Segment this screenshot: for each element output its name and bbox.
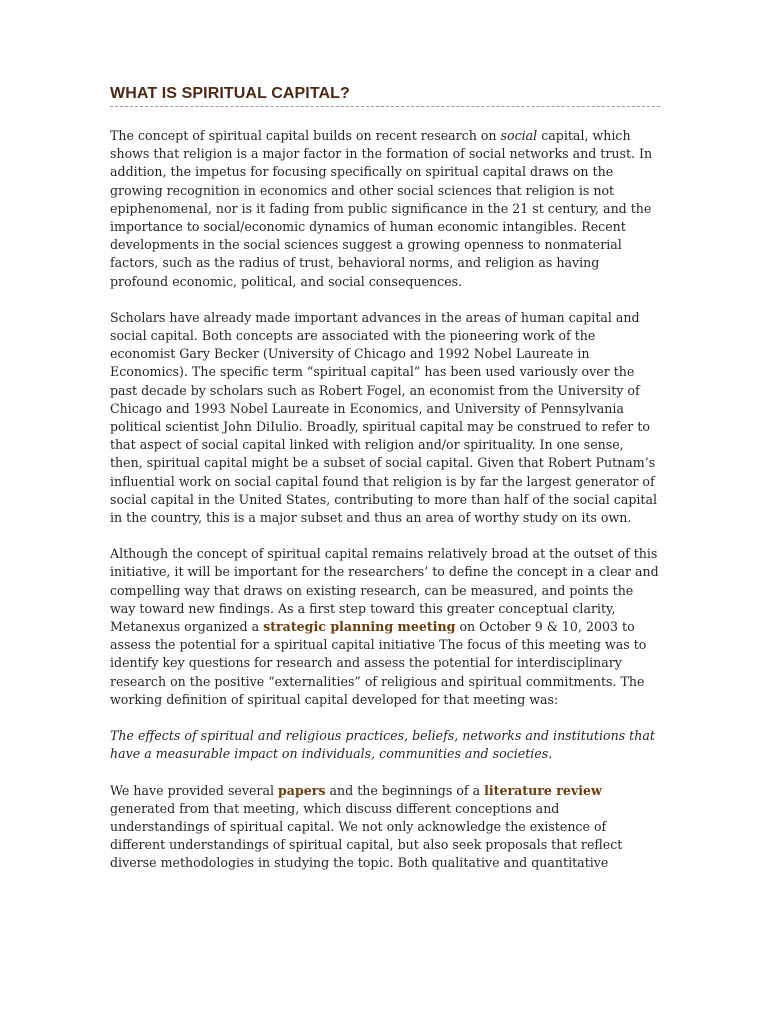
paragraph-papers-text-c: generated from that meeting, which discuss different conceptions and understandings of spiritual capital. We not only acknowledge the existence of different understandings of spiritual capital, but also seek proposals that reflect diverse methodologies in studying the topic. Both qualitative and quantitative (110, 800, 623, 871)
strategic-planning-meeting-link[interactable]: strategic planning meeting (263, 619, 456, 635)
paragraph-intro (110, 127, 660, 291)
page-title: WHAT IS SPIRITUAL CAPITAL? (110, 84, 660, 107)
paragraph-intro-text-a: The concept of spiritual capital builds on recent research on (110, 128, 501, 143)
paragraph-concept-text-b: on October 9 & 10, 2003 to assess the potential for a spiritual capital initiative The focus of this meeting was to identify key questions for research and assess the potential for interdisciplinary research on the positive “externalities” of religious and spiritual commitments. The working definition of spiritual capital developed for that meeting was: (110, 619, 647, 707)
paragraph-concept (110, 545, 660, 709)
paragraph-scholars: Scholars have already made important advances in the areas of human capital and social capital. Both concepts are associated with the pioneering work of the economist Gary Becker (University of Chicago and 1992 Nobel Laureate in Economics). The specific term “spiritual capital” has been used variously over the past decade by scholars such as Robert Fogel, an economist from the University of Chicago and 1993 Nobel Laureate in Economics, and University of Pennsylvania political scientist John DiIulio. Broadly, spiritual capital may be construed to refer to that aspect of social capital linked with religion and/or spirituality. In one sense, then, spiritual capital might be a subset of social capital. Given that Robert Putnam’s influential work on social capital found that religion is by far the largest generator of social capital in the United States, contributing to more than half of the social capital in the country, this is a major subset and thus an area of worthy study on its own. (110, 309, 658, 526)
literature-review-link[interactable]: literature review (484, 782, 602, 798)
definition-quote: The effects of spiritual and religious practices, beliefs, networks and institutions that have a measurable impact on individuals, communities and societies. (110, 728, 655, 762)
paragraph-concept-text-a: Although the concept of spiritual capital remains relatively broad at the outset of this initiative, it will be important for the researchers’ to define the concept in a clear and compelling way that draws on existing research, can be measured, and points the way toward new findings. As a first step toward this greater conceptual clarity, Metanexus organized a (110, 546, 659, 635)
paragraph-papers (110, 782, 660, 873)
document-page (110, 84, 660, 891)
emphasis-social: social (500, 128, 538, 143)
paragraph-papers-text-b: and the beginnings of a (325, 782, 485, 798)
papers-link[interactable]: papers (278, 782, 326, 798)
paragraph-papers-text-a: We have provided several (110, 782, 278, 798)
paragraph-intro-text-b: capital, which shows that religion is a major factor in the formation of social networks and trust. In addition, the impetus for focusing specifically on spiritual capital draws on the growing recognition in economics and other social sciences that religion is not epiphenomenal, nor is it fading from public significance in the 21 st century, and the importance to social/economic dynamics of human economic intangibles. Recent developments in the social sciences suggest a growing openness to nonmaterial factors, such as the radius of trust, behavioral norms, and religion as having profound economic, political, and social consequences. (110, 128, 653, 289)
